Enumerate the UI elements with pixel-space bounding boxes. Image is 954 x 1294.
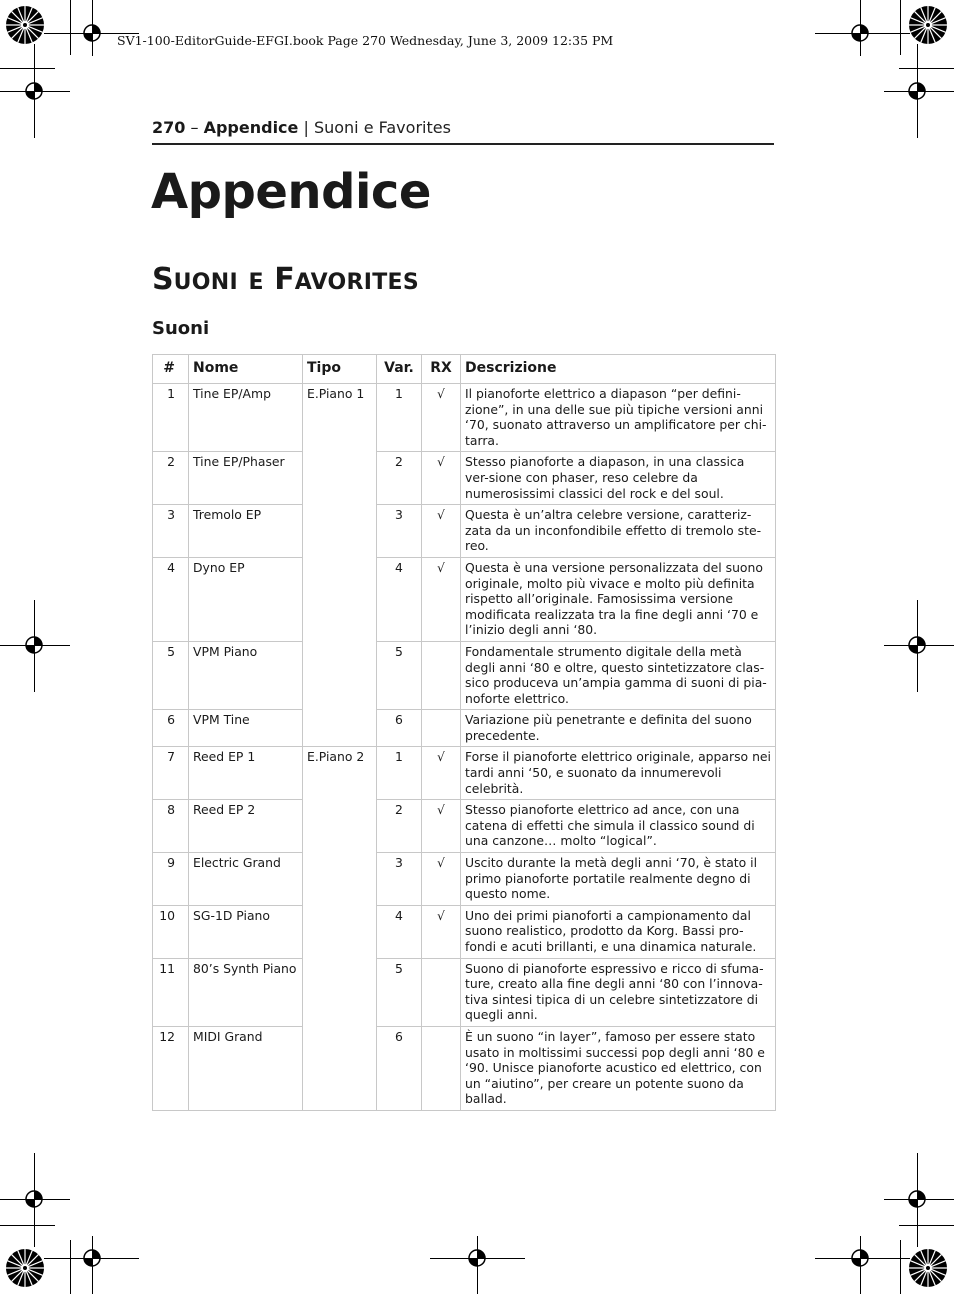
cell-tipo bbox=[303, 710, 377, 747]
section-title-word: E bbox=[248, 270, 264, 295]
cell-tipo bbox=[303, 641, 377, 709]
registration-mark-icon bbox=[81, 1247, 103, 1269]
cell-nome: VPM Tine bbox=[189, 710, 303, 747]
crop-line bbox=[899, 1225, 954, 1226]
cell-var: 1 bbox=[377, 384, 422, 452]
cell-var: 1 bbox=[377, 747, 422, 800]
crop-line bbox=[0, 1225, 55, 1226]
cell-rx: √ bbox=[422, 452, 461, 505]
table-row bbox=[153, 853, 776, 906]
cell-num: 11 bbox=[153, 958, 189, 1026]
registration-mark-icon bbox=[23, 80, 45, 102]
table-row bbox=[153, 641, 776, 709]
registration-mark-icon bbox=[906, 634, 928, 656]
cell-rx bbox=[422, 641, 461, 709]
section-title bbox=[152, 262, 419, 297]
table-row bbox=[153, 1026, 776, 1110]
cell-tipo bbox=[303, 1026, 377, 1110]
sounds-table bbox=[152, 354, 776, 1111]
cell-num: 6 bbox=[153, 710, 189, 747]
cell-tipo bbox=[303, 452, 377, 505]
cell-descrizione: Uno dei primi pianoforti a campionamento dal suono realistico, prodotto da Korg. Bassi pro-fondi e acuti brillanti, e una dinamica naturale. bbox=[461, 905, 776, 958]
star-target-icon bbox=[5, 5, 45, 45]
crop-line bbox=[900, 0, 901, 55]
crop-line bbox=[900, 1240, 901, 1294]
cell-num: 2 bbox=[153, 452, 189, 505]
cell-nome: Reed EP 2 bbox=[189, 800, 303, 853]
cell-tipo bbox=[303, 557, 377, 641]
cell-num: 7 bbox=[153, 747, 189, 800]
sub-title: Suoni bbox=[152, 318, 210, 339]
running-head bbox=[152, 118, 774, 145]
cell-var: 4 bbox=[377, 905, 422, 958]
cell-num: 8 bbox=[153, 800, 189, 853]
cell-rx: √ bbox=[422, 905, 461, 958]
cell-tipo bbox=[303, 853, 377, 906]
running-head-dash: – bbox=[185, 118, 204, 137]
cell-nome: VPM Piano bbox=[189, 641, 303, 709]
cell-var: 2 bbox=[377, 800, 422, 853]
registration-mark-icon bbox=[906, 80, 928, 102]
cell-tipo bbox=[303, 905, 377, 958]
cell-descrizione: Suono di pianoforte espressivo e ricco di sfuma-ture, creato alla fine degli anni ‘80 con l’innova-tiva sintesi tipica di un celebre sintetizzatore di quegli anni. bbox=[461, 958, 776, 1026]
cell-num: 3 bbox=[153, 505, 189, 558]
cell-var: 6 bbox=[377, 710, 422, 747]
cell-descrizione: Variazione più penetrante e definita del suono precedente. bbox=[461, 710, 776, 747]
table-row bbox=[153, 958, 776, 1026]
cell-num: 10 bbox=[153, 905, 189, 958]
cell-var: 3 bbox=[377, 853, 422, 906]
cell-var: 5 bbox=[377, 958, 422, 1026]
section-title-cap: S bbox=[152, 262, 174, 297]
header-nome: Nome bbox=[189, 355, 303, 384]
running-head-section: Appendice bbox=[203, 118, 299, 137]
cell-rx: √ bbox=[422, 800, 461, 853]
registration-mark-icon bbox=[849, 22, 871, 44]
table-row bbox=[153, 905, 776, 958]
cell-nome: Electric Grand bbox=[189, 853, 303, 906]
table-row bbox=[153, 747, 776, 800]
registration-mark-icon bbox=[906, 1188, 928, 1210]
star-target-icon bbox=[908, 1248, 948, 1288]
header-rx: RX bbox=[422, 355, 461, 384]
cell-descrizione: Stesso pianoforte a diapason, in una classica ver-sione con phaser, reso celebre da numerosissimi classici del rock e del soul. bbox=[461, 452, 776, 505]
cell-num: 5 bbox=[153, 641, 189, 709]
cell-rx bbox=[422, 1026, 461, 1110]
crop-line bbox=[70, 0, 71, 55]
cell-nome: MIDI Grand bbox=[189, 1026, 303, 1110]
cell-nome: Tine EP/Amp bbox=[189, 384, 303, 452]
cell-descrizione: Questa è una versione personalizzata del suono originale, molto più vivace e molto più definita rispetto all’originale. Famosissima versione modificata realizzata tra la fine degli anni ‘70 e l’inizio degli anni ‘80. bbox=[461, 557, 776, 641]
header-descrizione: Descrizione bbox=[461, 355, 776, 384]
print-slug: SV1-100-EditorGuide-EFGI.book Page 270 Wednesday, June 3, 2009 12:35 PM bbox=[117, 33, 614, 48]
cell-descrizione: Il pianoforte elettrico a diapason “per defini-zione”, in una delle sue più tipiche versioni anni ‘70, suonato attraverso un amplificatore per chi-tarra. bbox=[461, 384, 776, 452]
cell-tipo bbox=[303, 800, 377, 853]
registration-mark-icon bbox=[466, 1247, 488, 1269]
running-head-subsection: Suoni e Favorites bbox=[313, 118, 451, 137]
crop-line bbox=[70, 1240, 71, 1294]
chapter-title: Appendice bbox=[151, 164, 431, 220]
cell-descrizione: Uscito durante la metà degli anni ‘70, è stato il primo pianoforte portatile realmente degno di questo nome. bbox=[461, 853, 776, 906]
cell-var: 6 bbox=[377, 1026, 422, 1110]
running-head-separator: | bbox=[298, 118, 314, 137]
registration-mark-icon bbox=[849, 1247, 871, 1269]
section-title-cap: F bbox=[274, 262, 295, 297]
table-row bbox=[153, 557, 776, 641]
cell-var: 2 bbox=[377, 452, 422, 505]
header-var: Var. bbox=[377, 355, 422, 384]
cell-descrizione: Forse il pianoforte elettrico originale, apparso nei tardi anni ‘50, e suonato da innumerevoli celebrità. bbox=[461, 747, 776, 800]
section-title-word: AVORITES bbox=[294, 270, 420, 295]
cell-tipo: E.Piano 1 bbox=[303, 384, 377, 452]
star-target-icon bbox=[908, 5, 948, 45]
crop-line bbox=[899, 68, 954, 69]
cell-rx bbox=[422, 710, 461, 747]
cell-nome: Tine EP/Phaser bbox=[189, 452, 303, 505]
header-tipo: Tipo bbox=[303, 355, 377, 384]
cell-tipo bbox=[303, 958, 377, 1026]
section-title-word: UONI bbox=[173, 270, 238, 295]
cell-nome: 80’s Synth Piano bbox=[189, 958, 303, 1026]
registration-mark-icon bbox=[81, 22, 103, 44]
cell-rx: √ bbox=[422, 384, 461, 452]
cell-nome: Dyno EP bbox=[189, 557, 303, 641]
cell-var: 4 bbox=[377, 557, 422, 641]
table-row bbox=[153, 710, 776, 747]
table-row bbox=[153, 384, 776, 452]
cell-var: 3 bbox=[377, 505, 422, 558]
crop-line bbox=[0, 68, 55, 69]
registration-mark-icon bbox=[23, 634, 45, 656]
cell-nome: Reed EP 1 bbox=[189, 747, 303, 800]
star-target-icon bbox=[5, 1248, 45, 1288]
cell-rx: √ bbox=[422, 747, 461, 800]
cell-nome: SG-1D Piano bbox=[189, 905, 303, 958]
cell-tipo: E.Piano 2 bbox=[303, 747, 377, 800]
cell-num: 1 bbox=[153, 384, 189, 452]
table-row bbox=[153, 505, 776, 558]
cell-descrizione: Questa è un’altra celebre versione, caratteriz-zata da un inconfondibile effetto di tremolo ste-reo. bbox=[461, 505, 776, 558]
cell-descrizione: Fondamentale strumento digitale della metà degli anni ‘80 e oltre, questo sintetizzatore clas-sico produceva un’ampia gamma di suoni di pia-noforte elettrico. bbox=[461, 641, 776, 709]
cell-descrizione: È un suono “in layer”, famoso per essere stato usato in moltissimi successi pop degli anni ‘80 e ‘90. Unisce pianoforte acustico ed elettrico, con un “aiutino”, per creare un potente suono da ballad. bbox=[461, 1026, 776, 1110]
cell-var: 5 bbox=[377, 641, 422, 709]
cell-tipo bbox=[303, 505, 377, 558]
cell-nome: Tremolo EP bbox=[189, 505, 303, 558]
cell-descrizione: Stesso pianoforte elettrico ad ance, con una catena di effetti che simula il classico sound di una canzone… molto “logical”. bbox=[461, 800, 776, 853]
cell-num: 12 bbox=[153, 1026, 189, 1110]
registration-mark-icon bbox=[23, 1188, 45, 1210]
header-num: # bbox=[153, 355, 189, 384]
page-number: 270 bbox=[152, 118, 186, 137]
cell-rx: √ bbox=[422, 557, 461, 641]
cell-rx bbox=[422, 958, 461, 1026]
table-row bbox=[153, 800, 776, 853]
table-header-row bbox=[153, 355, 776, 384]
cell-rx: √ bbox=[422, 853, 461, 906]
cell-rx: √ bbox=[422, 505, 461, 558]
cell-num: 4 bbox=[153, 557, 189, 641]
cell-num: 9 bbox=[153, 853, 189, 906]
table-row bbox=[153, 452, 776, 505]
